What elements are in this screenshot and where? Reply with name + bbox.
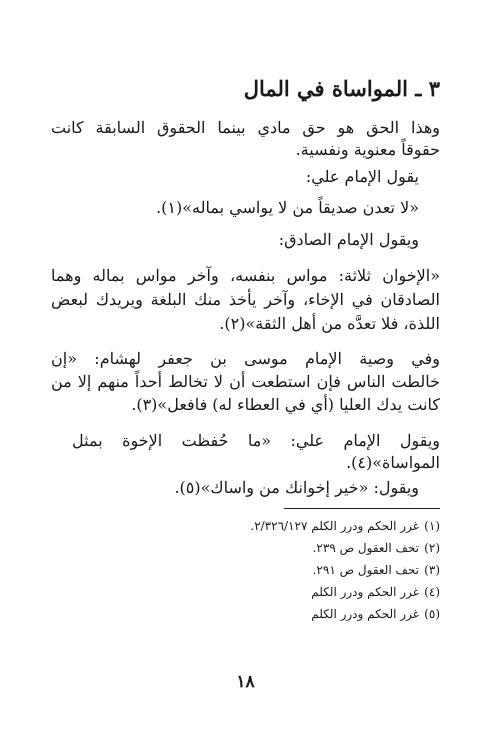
body-line: حقوقاً معنوية ونفسية. [295, 140, 440, 159]
footnote-text: تحف العقول ص ٢٣٩. [312, 541, 419, 555]
footnote-number: (٤) [424, 585, 440, 599]
body-line: خالطت الناس فإن استطعت أن لا تخالط أحداً منهم إلا من [51, 372, 440, 391]
quote-line: الصادقان في الإخاء، وآخر يأخذ منك البلغة ويريدك لبعض [51, 290, 440, 309]
footnote-number: (٥) [424, 607, 440, 621]
footnote-text: غرر الحكم ودرر الكلم [311, 607, 419, 621]
footnote-text: غرر الحكم ودرر الكلم ٢/٣٢٦/١٢٧. [250, 519, 419, 533]
body-line: ويقول الإمام الصادق: [278, 230, 419, 249]
quote-line: اللذة، فلا تعدَّه من أهل الثقة»(٢). [219, 314, 440, 333]
body-line: ويقول الإمام علي: «ما حُفظت الإخوة بمثل [72, 431, 440, 450]
section-heading: ٣ ـ المواساة في المال [243, 76, 440, 101]
footnote-number: (٢) [424, 541, 440, 555]
page-number: ١٨ [236, 672, 255, 692]
footnote-number: (٣) [424, 563, 440, 577]
quote-line: «الإخوان ثلاثة: مواس بنفسه، وآخر مواس بماله وهما [51, 266, 440, 285]
body-line: المواساة»(٤). [346, 453, 440, 472]
body-line: يقول الإمام علي: [305, 167, 419, 186]
footnote-text: غرر الحكم ودرر الكلم [311, 585, 419, 599]
quote-line: «لا تعدن صديقاً من لا يواسي بماله»(١). [156, 198, 419, 217]
body-line: وهذا الحق هو حق مادي بينما الحقوق السابقة كانت [51, 118, 440, 137]
footnote-number: (١) [424, 519, 440, 533]
body-line: ويقول: «خير إخوانك من واساك»(٥). [174, 478, 419, 497]
footnote-divider [284, 508, 440, 509]
footnote-text: تحف العقول ص ٢٩١. [312, 563, 419, 577]
body-line: وفي وصية الإمام موسى بن جعفر لهشام: «إن [51, 349, 440, 368]
body-line: كانت يدك العليا (أي في العطاء له) فافعل»(٣). [131, 395, 440, 414]
